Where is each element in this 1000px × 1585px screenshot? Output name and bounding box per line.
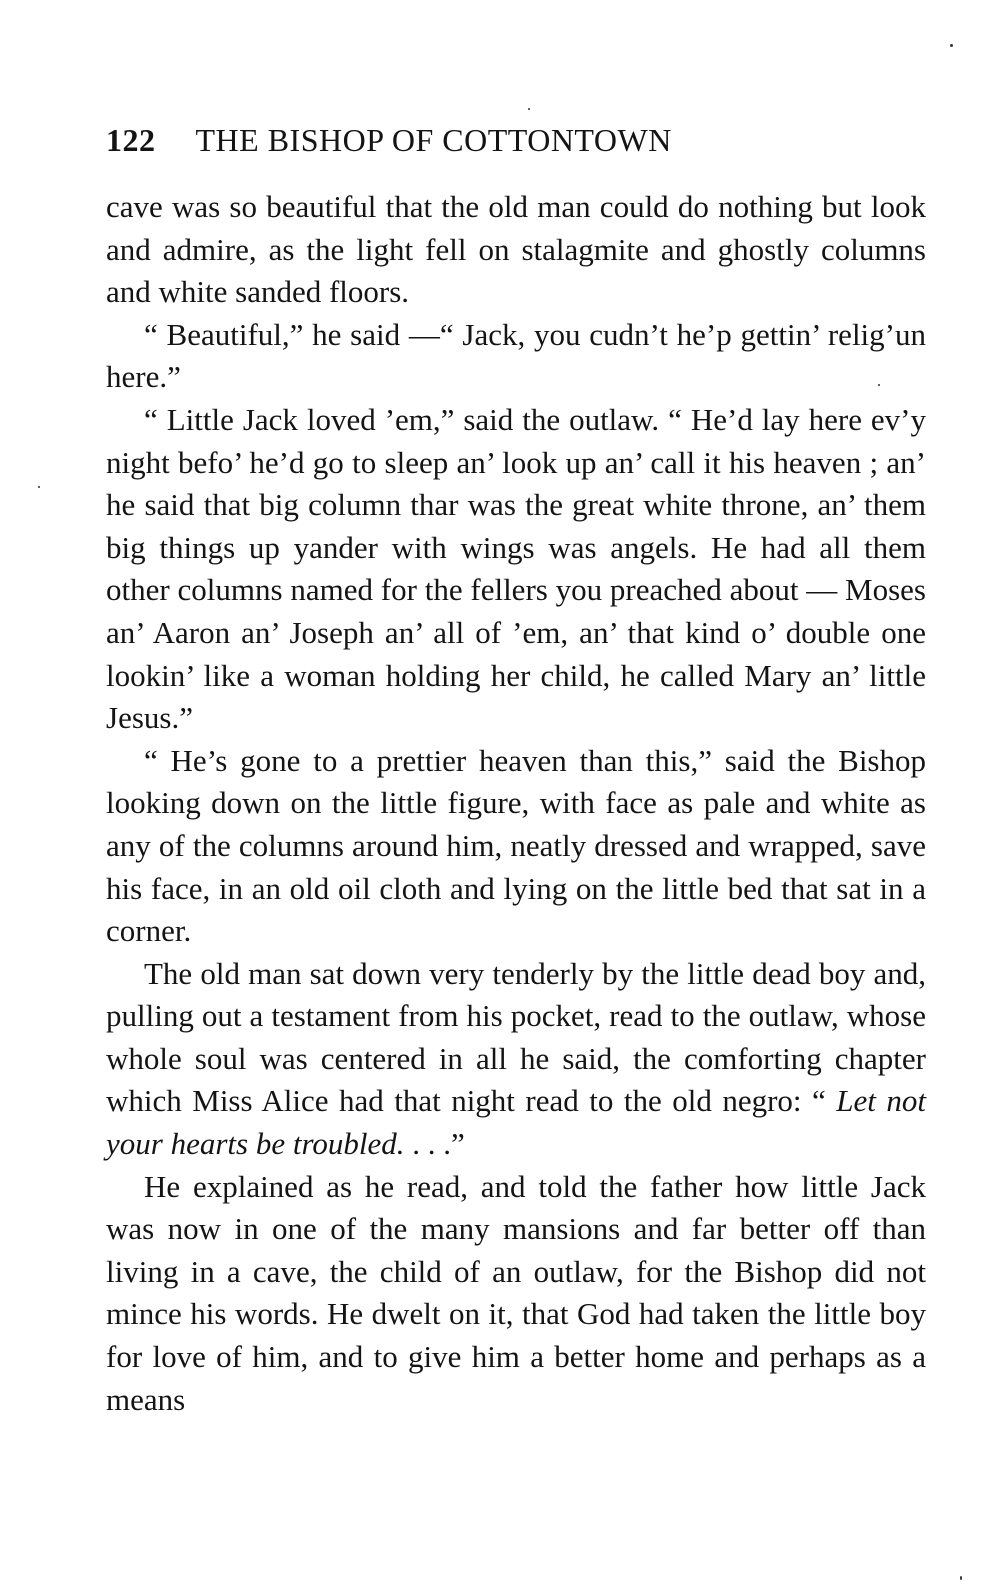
page-header (106, 118, 926, 162)
paragraph-3: “ Little Jack loved ’em,” said the outlaw. “ He’d lay here ev’y night befo’ he’d go to sleep an’ look up an’ call it his heaven ; an’ he said that big column thar was the great white throne, an’ them big things up yander with wings was angels. He had all them other columns named for the fellers you preached about — Moses an’ Aaron an’ Joseph an’ all of ’em, an’ that kind o’ double one lookin’ like a woman holding her child, he called Mary an’ little Jesus.” (106, 401, 926, 736)
scan-speck (38, 486, 40, 488)
paragraph-5-text-before: The old man sat down very tenderly by the little dead boy and, pulling out a testament from his pocket, read to the outlaw, whose whole soul was centered in all he said, the comforting chapter which Miss Alice had that night read to the old negro: “ (106, 955, 926, 1119)
paragraph-6: He explained as he read, and told the father how little Jack was now in one of the many mansions and far better off than living in a cave, the child of an outlaw, for the Bishop did not mince his words. He dwelt on it, that God had taken the little boy for love of him, and to give him a better home and perhaps as a means (106, 1168, 926, 1417)
scan-speck (878, 384, 880, 386)
body-text (106, 186, 926, 1421)
paragraph-1: cave was so beautiful that the old man could do nothing but look and admire, as the light fell on stalagmite and ghostly columns and white sanded floors. (106, 189, 926, 310)
paragraph-5-italic-quote: Let not your hearts be troubled. (106, 1083, 926, 1162)
paragraph-2: “ Beautiful,” he said —“ Jack, you cudn’t he’p gettin’ relig’un here.” (106, 316, 926, 395)
scan-speck (528, 108, 530, 110)
paragraph-5 (106, 953, 926, 1166)
page-number: 122 (106, 122, 156, 158)
scan-speck (950, 44, 953, 47)
scan-speck (960, 1576, 962, 1580)
paragraph-5-text-after: . . .” (404, 1126, 465, 1162)
running-title: THE BISHOP OF COTTONTOWN (195, 122, 672, 158)
paragraph-4: “ He’s gone to a prettier heaven than this,” said the Bishop looking down on the little figure, with face as pale and white as any of the columns around him, neatly dressed and wrapped, save his face, in an old oil cloth and lying on the little bed that sat in a corner. (106, 742, 926, 949)
